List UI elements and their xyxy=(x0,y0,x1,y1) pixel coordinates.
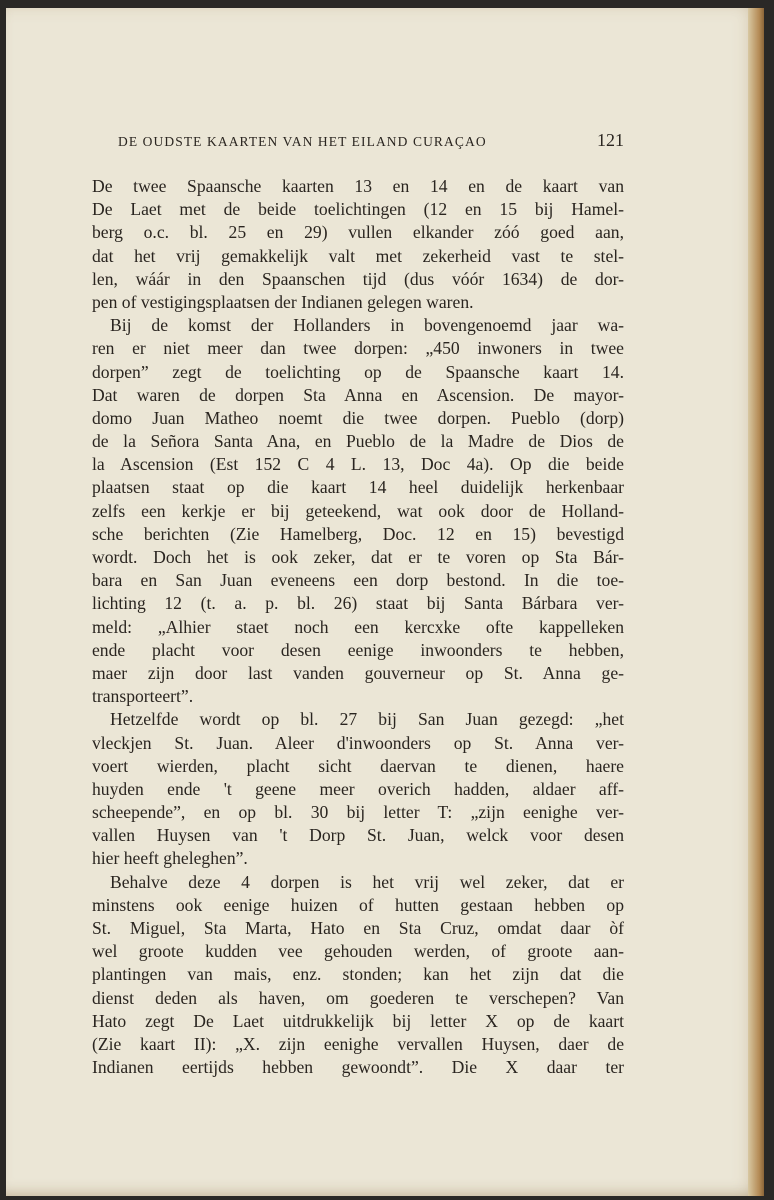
text-line: De twee Spaansche kaarten 13 en 14 en de kaart van xyxy=(92,176,624,196)
text-line: berg o.c. bl. 25 en 29) vullen elkander zóó goed aan, xyxy=(92,222,624,243)
text-line: wordt. Doch het is ook zeker, dat er te voren op Sta Bár- xyxy=(92,547,624,567)
text-line: vleckjen St. Juan. Aleer d'inwoonders op St. Anna ver- xyxy=(92,732,624,753)
text-line: Dat waren de dorpen Sta Anna en Ascension. De mayor- xyxy=(92,384,624,405)
text-line: meld: „Alhier staet noch een kercxke ofte kappelleken xyxy=(92,616,624,637)
text-line: domo Juan Matheo noemt die twee dorpen. Pueblo (dorp) xyxy=(92,407,624,428)
text-line: huyden ende 't geene meer overich hadden, aldaer aff- xyxy=(92,778,624,799)
text-line: maer zijn door last vanden gouverneur op St. Anna ge- xyxy=(92,662,624,683)
page-number: 121 xyxy=(597,130,624,150)
text-line: lichting 12 (t. a. p. bl. 26) staat bij Santa Bárbara ver- xyxy=(92,593,624,614)
text-line: ende placht voor desen eenige inwoonders te hebben, xyxy=(92,639,624,660)
page-edge xyxy=(748,8,764,1196)
body-text xyxy=(92,175,624,1079)
text-line: de la Señora Santa Ana, en Pueblo de la Madre de Dios de xyxy=(92,431,624,452)
text-line: vallen Huysen van 't Dorp St. Juan, welck voor desen xyxy=(92,825,624,846)
text-line: sche berichten (Zie Hamelberg, Doc. 12 en 15) bevestigd xyxy=(92,523,624,544)
text-line: minstens ook eenige huizen of hutten gestaan hebben op xyxy=(92,894,624,915)
text-line: wel groote kudden vee gehouden werden, of groote aan- xyxy=(92,941,624,962)
text-line: plantingen van mais, enz. stonden; kan het zijn dat die xyxy=(92,964,624,985)
book-page xyxy=(6,8,764,1196)
text-line: bara en San Juan eveneens een dorp bestond. In die toe- xyxy=(92,570,624,591)
text-line: Behalve deze 4 dorpen is het vrij wel zeker, dat er xyxy=(110,871,624,892)
text-line: Hetzelfde wordt op bl. 27 bij San Juan gezegd: „het xyxy=(110,709,624,730)
page-header xyxy=(118,132,624,154)
text-line: la Ascension (Est 152 C 4 L. 13, Doc 4a). Op die beide xyxy=(92,454,624,475)
text-line: plaatsen staat op die kaart 14 heel duidelijk herkenbaar xyxy=(92,477,624,498)
text-line: De Laet met de beide toelichtingen (12 en 15 bij Hamel- xyxy=(92,199,624,220)
text-line: pen of vestigingsplaatsen der Indianen gelegen waren. xyxy=(92,291,474,312)
text-line: transporteert”. xyxy=(92,686,194,707)
text-line: hier heeft gheleghen”. xyxy=(92,848,248,869)
running-title: DE OUDSTE KAARTEN VAN HET EILAND CURAÇAO xyxy=(118,134,487,149)
text-line: dorpen” zegt de toelichting op de Spaansche kaart 14. xyxy=(92,361,624,382)
text-line: St. Miguel, Sta Marta, Hato en Sta Cruz, omdat daar òf xyxy=(92,918,624,938)
text-line: len, wáár in den Spaanschen tijd (dus vóór 1634) de dor- xyxy=(92,268,624,289)
text-line: dat het vrij gemakkelijk valt met zekerheid vast te stel- xyxy=(92,245,624,266)
text-line: Hato zegt De Laet uitdrukkelijk bij letter X op de kaart xyxy=(92,1010,624,1031)
text-line: (Zie kaart II): „X. zijn eenighe vervallen Huysen, daer de xyxy=(92,1033,624,1054)
text-line: Bij de komst der Hollanders in bovengenoemd jaar wa- xyxy=(110,315,624,336)
text-line: scheepende”, en op bl. 30 bij letter T: „zijn eenighe ver- xyxy=(92,802,624,823)
text-line: voert wierden, placht sicht daervan te dienen, haere xyxy=(92,755,624,776)
text-line: ren er niet meer dan twee dorpen: „450 inwoners in twee xyxy=(92,338,624,359)
text-line: Indianen eertijds hebben gewoondt”. Die X daar ter xyxy=(92,1057,624,1078)
text-line: zelfs een kerkje er bij geteekend, wat ook door de Holland- xyxy=(92,500,624,521)
text-line: dienst deden als haven, om goederen te verschepen? Van xyxy=(92,987,624,1008)
